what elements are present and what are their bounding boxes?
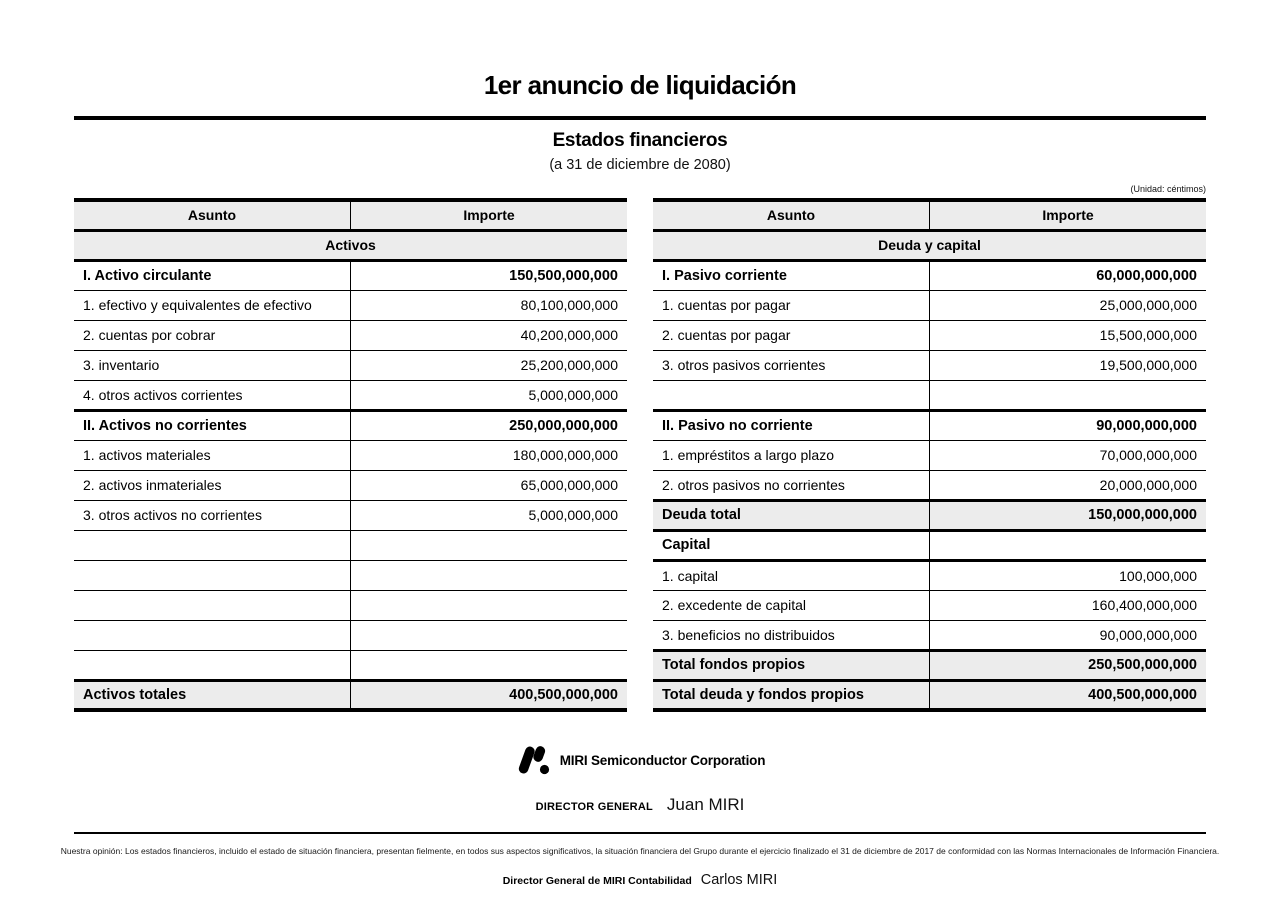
table-row [74, 410, 627, 440]
row-label: 2. otros pasivos no corrientes [653, 470, 930, 500]
row-label: 1. efectivo y equivalentes de efectivo [74, 290, 351, 320]
row-label: Capital [653, 530, 930, 560]
row-value: 80,100,000,000 [351, 290, 628, 320]
table-row [74, 530, 627, 560]
row-value: 150,000,000,000 [930, 500, 1207, 530]
row-value: 90,000,000,000 [930, 410, 1207, 440]
row-value [351, 590, 628, 620]
ceo-title-label: DIRECTOR GENERAL [535, 801, 653, 813]
table-row [653, 260, 1206, 290]
table-row [653, 350, 1206, 380]
row-label [653, 380, 930, 410]
table-row [74, 560, 627, 590]
table-row [74, 620, 627, 650]
table-row [74, 470, 627, 500]
table-row [74, 320, 627, 350]
footer-divider [74, 832, 1206, 834]
row-value: 15,500,000,000 [930, 320, 1207, 350]
row-label: 3. otros pasivos corrientes [653, 350, 930, 380]
table-row [74, 440, 627, 470]
row-value: 19,500,000,000 [930, 350, 1207, 380]
row-label: I. Pasivo corriente [653, 260, 930, 290]
row-label: 1. activos materiales [74, 440, 351, 470]
table-row [653, 290, 1206, 320]
row-label: 1. cuentas por pagar [653, 290, 930, 320]
table-row [653, 530, 1206, 560]
row-value [351, 620, 628, 650]
table-row [653, 500, 1206, 530]
row-value: 60,000,000,000 [930, 260, 1207, 290]
table-row [653, 590, 1206, 620]
debt-equity-amount-column-header: Importe [930, 200, 1207, 230]
accounting-title-label: Director General de MIRI Contabilidad [502, 875, 692, 887]
row-value [351, 560, 628, 590]
row-label: II. Activos no corrientes [74, 410, 351, 440]
row-label: 3. beneficios no distribuidos [653, 620, 930, 650]
miri-logo-icon [515, 745, 551, 775]
row-label: Total deuda y fondos propios [653, 680, 930, 710]
accounting-signature-line [0, 871, 1280, 889]
row-label: Deuda total [653, 500, 930, 530]
assets-section-title: Activos [74, 230, 627, 260]
row-value: 70,000,000,000 [930, 440, 1207, 470]
row-value: 250,000,000,000 [351, 410, 628, 440]
row-label: 1. capital [653, 560, 930, 590]
debt-equity-table [653, 198, 1206, 712]
company-name: MIRI Semiconductor Corporation [559, 752, 766, 768]
row-label [74, 650, 351, 680]
table-row [74, 380, 627, 410]
row-value: 5,000,000,000 [351, 500, 628, 530]
row-label: 3. inventario [74, 350, 351, 380]
audit-opinion-note: Nuestra opinión: Los estados financieros, incluido el estado de situación financiera, presentan fielmente, en todos sus aspectos significativos, la situación financiera del Grupo durante el ejercicio finalizado el 31 de diciembre de 2017 de conformidad con las Normas Internacionales de Información Financiera. [60, 846, 1220, 856]
debt-equity-column-header-row [653, 200, 1206, 230]
table-row [653, 680, 1206, 710]
row-label: Total fondos propios [653, 650, 930, 680]
row-value: 160,400,000,000 [930, 590, 1207, 620]
row-value: 5,000,000,000 [351, 380, 628, 410]
row-value [351, 530, 628, 560]
row-value: 65,000,000,000 [351, 470, 628, 500]
row-label [74, 530, 351, 560]
table-row [653, 620, 1206, 650]
assets-table [74, 198, 627, 712]
row-value [930, 530, 1207, 560]
row-value: 20,000,000,000 [930, 470, 1207, 500]
statements-subtitle: Estados financieros [552, 130, 728, 151]
table-row [74, 650, 627, 680]
row-label: II. Pasivo no corriente [653, 410, 930, 440]
row-value: 180,000,000,000 [351, 440, 628, 470]
table-row [653, 650, 1206, 680]
page-title: 1er anuncio de liquidación [483, 70, 797, 100]
table-row [74, 590, 627, 620]
row-label: 2. excedente de capital [653, 590, 930, 620]
row-value: 90,000,000,000 [930, 620, 1207, 650]
debt-equity-section-title: Deuda y capital [653, 230, 1206, 260]
table-row [74, 500, 627, 530]
debt-equity-subject-column-header: Asunto [653, 200, 930, 230]
assets-section-band-row [74, 230, 627, 260]
debt-equity-section-band-row [653, 230, 1206, 260]
row-label: 2. cuentas por pagar [653, 320, 930, 350]
row-value: 400,500,000,000 [351, 680, 628, 710]
row-value: 400,500,000,000 [930, 680, 1207, 710]
table-row [653, 320, 1206, 350]
row-value: 250,500,000,000 [930, 650, 1207, 680]
table-row [653, 440, 1206, 470]
table-row [74, 680, 627, 710]
table-row [74, 350, 627, 380]
row-label: 4. otros activos corrientes [74, 380, 351, 410]
table-row [653, 470, 1206, 500]
assets-column-header-row [74, 200, 627, 230]
assets-amount-column-header: Importe [351, 200, 628, 230]
title-divider [74, 116, 1206, 120]
row-label [74, 590, 351, 620]
table-row [653, 560, 1206, 590]
row-value [930, 380, 1207, 410]
row-label: 3. otros activos no corrientes [74, 500, 351, 530]
table-row [74, 290, 627, 320]
balance-sheet-tables [74, 198, 1206, 712]
row-value: 100,000,000 [930, 560, 1207, 590]
row-label: 2. cuentas por cobrar [74, 320, 351, 350]
unit-note: (Unidad: céntimos) [1130, 184, 1206, 194]
row-label [74, 560, 351, 590]
row-value [351, 650, 628, 680]
row-value: 40,200,000,000 [351, 320, 628, 350]
row-value: 25,200,000,000 [351, 350, 628, 380]
row-label: Activos totales [74, 680, 351, 710]
ceo-name: Juan MIRI [666, 795, 745, 814]
row-label [74, 620, 351, 650]
accounting-director-name: Carlos MIRI [700, 872, 778, 888]
row-value: 150,500,000,000 [351, 260, 628, 290]
row-label: 2. activos inmateriales [74, 470, 351, 500]
assets-subject-column-header: Asunto [74, 200, 351, 230]
company-brand [0, 745, 1280, 775]
row-value: 25,000,000,000 [930, 290, 1207, 320]
table-row [74, 260, 627, 290]
ceo-signature-line [0, 795, 1280, 815]
row-label: 1. empréstitos a largo plazo [653, 440, 930, 470]
table-row [653, 380, 1206, 410]
as-of-date-note: (a 31 de diciembre de 2080) [549, 157, 731, 173]
row-label: I. Activo circulante [74, 260, 351, 290]
table-row [653, 410, 1206, 440]
